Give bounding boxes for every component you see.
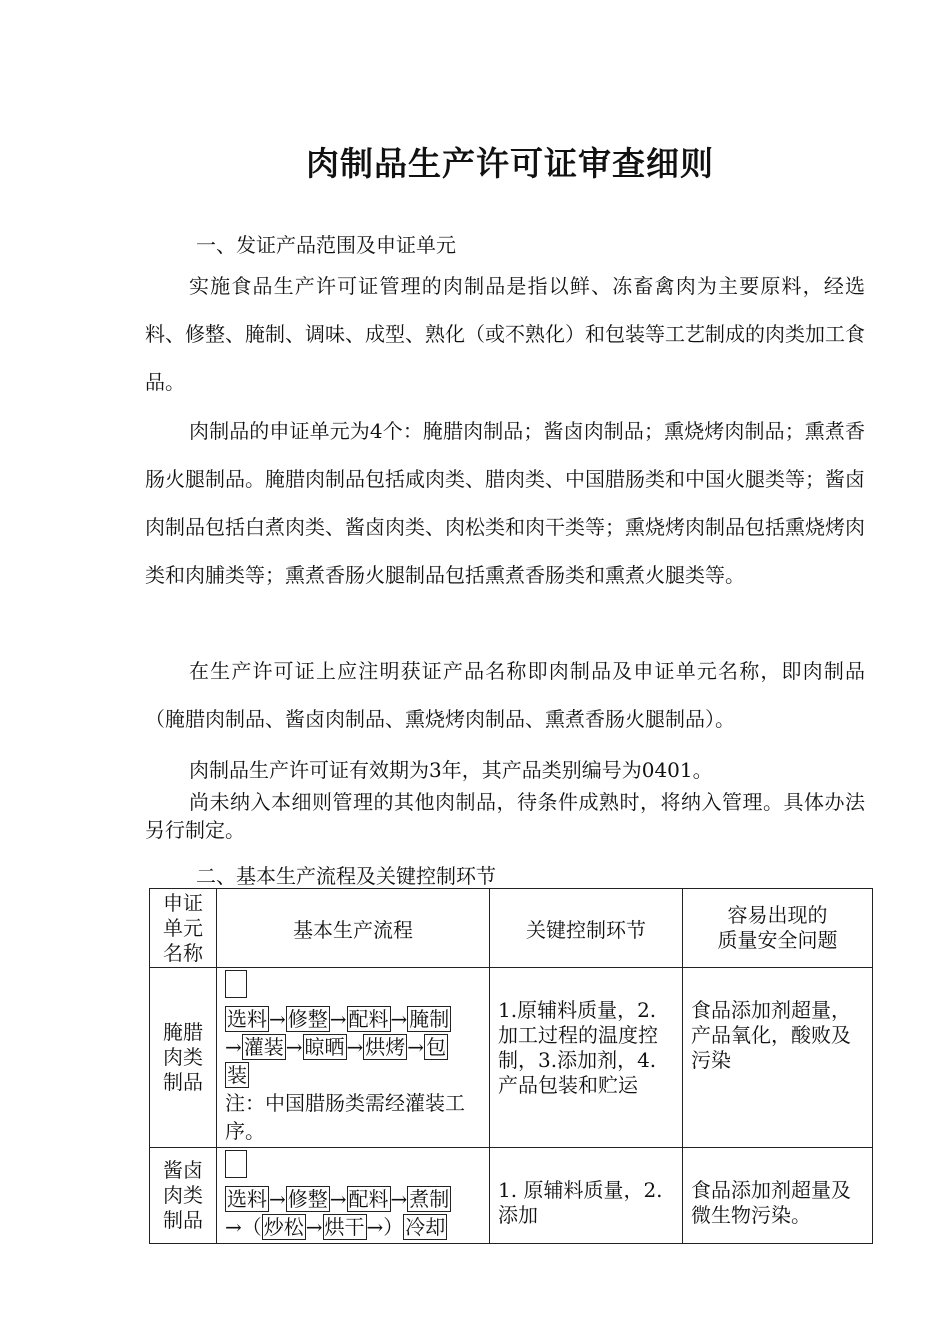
header-issues-line1: 容易出现的	[727, 903, 828, 927]
row-unit-line1: 腌腊	[163, 1020, 203, 1044]
arrow-icon: →	[269, 1007, 286, 1031]
paragraph-others: 尚未纳入本细则管理的其他肉制品，待条件成熟时，将纳入管理。具体办法另行制定。	[145, 790, 865, 842]
process-table	[149, 888, 873, 1244]
row-unit-line2: 肉类	[163, 1045, 203, 1069]
flow-step: 修整	[287, 1007, 328, 1031]
document-title: 肉制品生产许可证审查细则	[306, 144, 714, 183]
section-heading-2: 二、基本生产流程及关键控制环节	[196, 864, 496, 888]
close-paren: ）	[383, 1215, 404, 1239]
row-unit-line2: 肉类	[163, 1183, 203, 1207]
arrow-icon: →	[305, 1215, 323, 1239]
arrow-icon: →	[225, 1035, 242, 1059]
row-issues-text: 食品添加剂超量，产品氧化，酸败及污染	[691, 998, 851, 1072]
arrow-icon: →	[329, 1007, 347, 1031]
open-paren: （	[241, 1215, 262, 1239]
row-control-cell	[490, 1148, 683, 1244]
flow-step: 煮制	[409, 1187, 450, 1211]
flow-step: 烘烤	[365, 1035, 406, 1059]
arrow-icon: →	[285, 1035, 303, 1059]
flow-step: 配料	[348, 1187, 389, 1211]
row-unit-line3: 制品	[163, 1208, 203, 1232]
table-header-row	[150, 889, 873, 968]
arrow-icon: →	[390, 1187, 408, 1211]
flow-step: 晾晒	[304, 1035, 345, 1059]
flow-marker-box	[225, 970, 247, 998]
row-issues-cell	[683, 1148, 873, 1244]
row-control-text: 1.原辅料质量，2.加工过程的温度控制，3.添加剂，4.产品包装和贮运	[498, 998, 658, 1097]
header-unit-line3: 名称	[163, 940, 203, 965]
flow-marker-box	[225, 1150, 247, 1178]
row-unit-line1: 酱卤	[163, 1158, 203, 1182]
row-flow-cell	[217, 1148, 490, 1244]
row-unit-line3: 制品	[163, 1070, 203, 1094]
flow-step: 包	[426, 1035, 447, 1059]
arrow-icon: →	[329, 1187, 347, 1211]
section-heading-1: 一、发证产品范围及申证单元	[196, 233, 456, 257]
flow-step: 修整	[287, 1187, 328, 1211]
arrow-icon: →	[269, 1187, 286, 1211]
row-unit-cell	[150, 1148, 217, 1244]
header-unit-line2: 单元	[163, 915, 203, 940]
header-control: 关键控制环节	[490, 889, 683, 968]
flow-step: 腌制	[409, 1007, 450, 1031]
arrow-icon: →	[407, 1035, 425, 1059]
flow-step: 灌装	[243, 1035, 284, 1059]
flow-step: 炒松	[263, 1215, 304, 1239]
paragraph-validity: 肉制品生产许可证有效期为3年，其产品类别编号为0401。	[189, 758, 713, 782]
table-row	[150, 968, 873, 1148]
table-row	[150, 1148, 873, 1244]
row-flow-cell	[217, 968, 490, 1148]
row-issues-cell	[683, 968, 873, 1148]
header-unit-line1: 申证	[163, 890, 203, 915]
arrow-icon: →	[390, 1007, 408, 1031]
flow-step: 配料	[348, 1007, 389, 1031]
flow-step: 选料	[227, 1007, 267, 1031]
row-control-text: 1. 原辅料质量，2.添加	[498, 1178, 663, 1227]
arrow-icon: →	[346, 1035, 364, 1059]
header-unit	[150, 889, 217, 968]
flow-step: 选料	[227, 1187, 267, 1211]
arrow-icon: →	[225, 1215, 242, 1239]
row-unit-cell	[150, 968, 217, 1148]
flow-note: 注：中国腊肠类需经灌装工序。	[225, 1091, 465, 1143]
flow-step: 冷却	[405, 1215, 446, 1239]
row-issues-text: 食品添加剂超量及微生物污染。	[691, 1178, 851, 1227]
header-flow: 基本生产流程	[217, 889, 490, 968]
paragraph-definition: 实施食品生产许可证管理的肉制品是指以鲜、冻畜禽肉为主要原料，经选料、修整、腌制、调味、成型、熟化（或不熟化）和包装等工艺制成的肉类加工食品。	[145, 274, 865, 394]
paragraph-license-naming: 在生产许可证上应注明获证产品名称即肉制品及申证单元名称，即肉制品（腌腊肉制品、酱卤肉制品、熏烧烤肉制品、熏煮香肠火腿制品）。	[145, 659, 865, 731]
header-issues	[683, 889, 873, 968]
row-control-cell	[490, 968, 683, 1148]
header-issues-line2: 质量安全问题	[717, 928, 838, 952]
flow-step: 装	[227, 1063, 247, 1087]
flow-step: 烘干	[324, 1215, 365, 1239]
arrow-icon: →	[366, 1215, 384, 1239]
paragraph-units: 肉制品的申证单元为4个：腌腊肉制品；酱卤肉制品；熏烧烤肉制品；熏煮香肠火腿制品。腌腊肉制品包括咸肉类、腊肉类、中国腊肠类和中国火腿类等；酱卤肉制品包括白煮肉类、酱卤肉类、肉松类和肉干类等；熏烧烤肉制品包括熏烧烤肉类和肉脯类等；熏煮香肠火腿制品包括熏煮香肠类和熏煮火腿类等。	[145, 419, 865, 587]
